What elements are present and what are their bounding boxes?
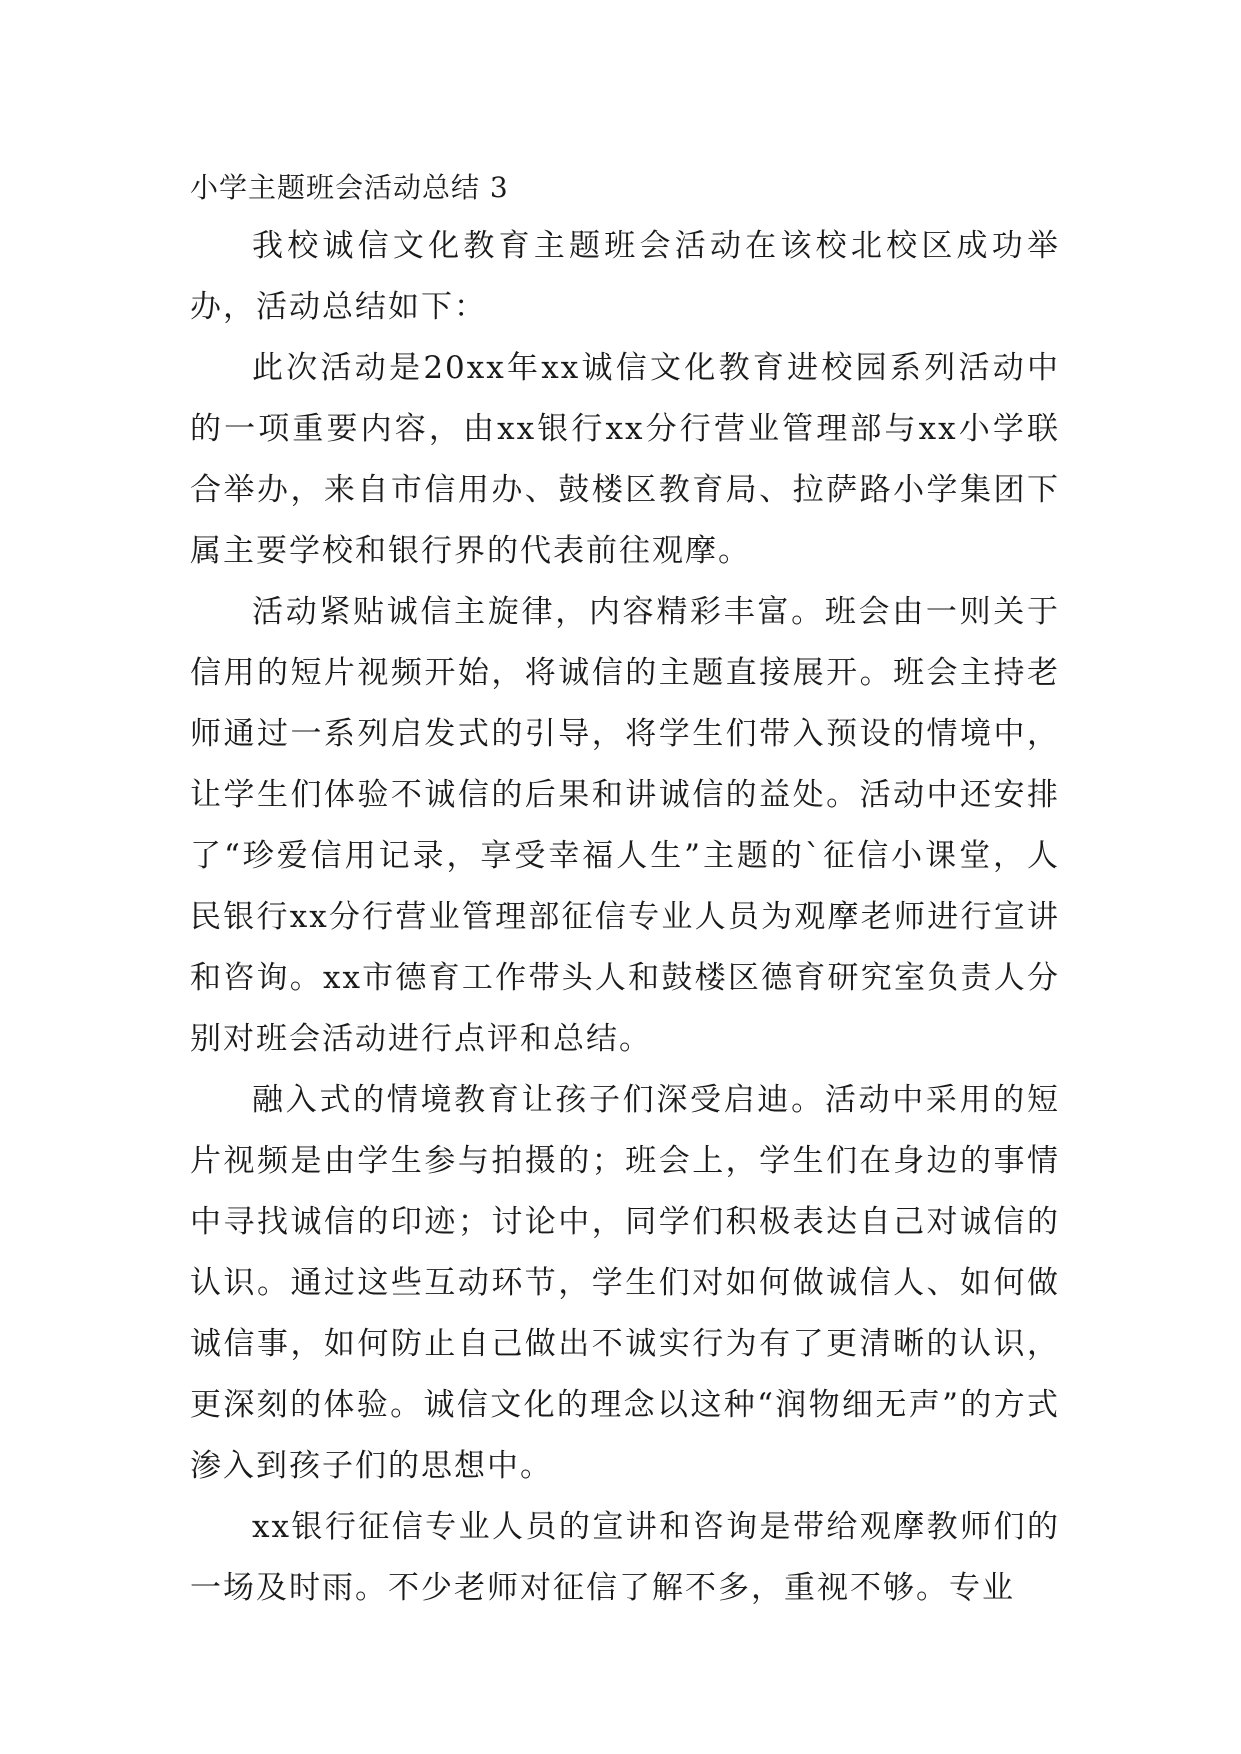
paragraph-intro: 我校诚信文化教育主题班会活动在该校北校区成功举办，活动总结如下： (190, 228, 1060, 325)
paragraph-event-overview: 此次活动是20xx年xx诚信文化教育进校园系列活动中的一项重要内容，由xx银行xx分行营业管理部与xx小学联合举办，来自市信用办、鼓楼区教育局、拉萨路小学集团下属主要学校和银行界的代表前往观摩。 (190, 350, 1060, 569)
document-page (190, 160, 1060, 1619)
paragraph-credit-consultation: xx银行征信专业人员的宣讲和咨询是带给观摩教师们的一场及时雨。不少老师对征信了解不多，重视不够。专业 (190, 1509, 1060, 1606)
document-title: 小学主题班会活动总结 3 (190, 171, 509, 204)
paragraph-activity-content: 活动紧贴诚信主旋律，内容精彩丰富。班会由一则关于信用的短片视频开始，将诚信的主题直接展开。班会主持老师通过一系列启发式的引导，将学生们带入预设的情境中，让学生们体验不诚信的后果和讲诚信的益处。活动中还安排了“珍爱信用记录，享受幸福人生”主题的`征信小课堂，人民银行xx分行营业管理部征信专业人员为观摩老师进行宣讲和咨询。xx市德育工作带头人和鼓楼区德育研究室负责人分别对班会活动进行点评和总结。 (190, 594, 1060, 1057)
paragraph-situational-education: 融入式的情境教育让孩子们深受启迪。活动中采用的短片视频是由学生参与拍摄的；班会上，学生们在身边的事情中寻找诚信的印迹；讨论中，同学们积极表达自己对诚信的认识。通过这些互动环节，学生们对如何做诚信人、如何做诚信事，如何防止自己做出不诚实行为有了更清晰的认识，更深刻的体验。诚信文化的理念以这种“润物细无声”的方式渗入到孩子们的思想中。 (190, 1082, 1060, 1484)
